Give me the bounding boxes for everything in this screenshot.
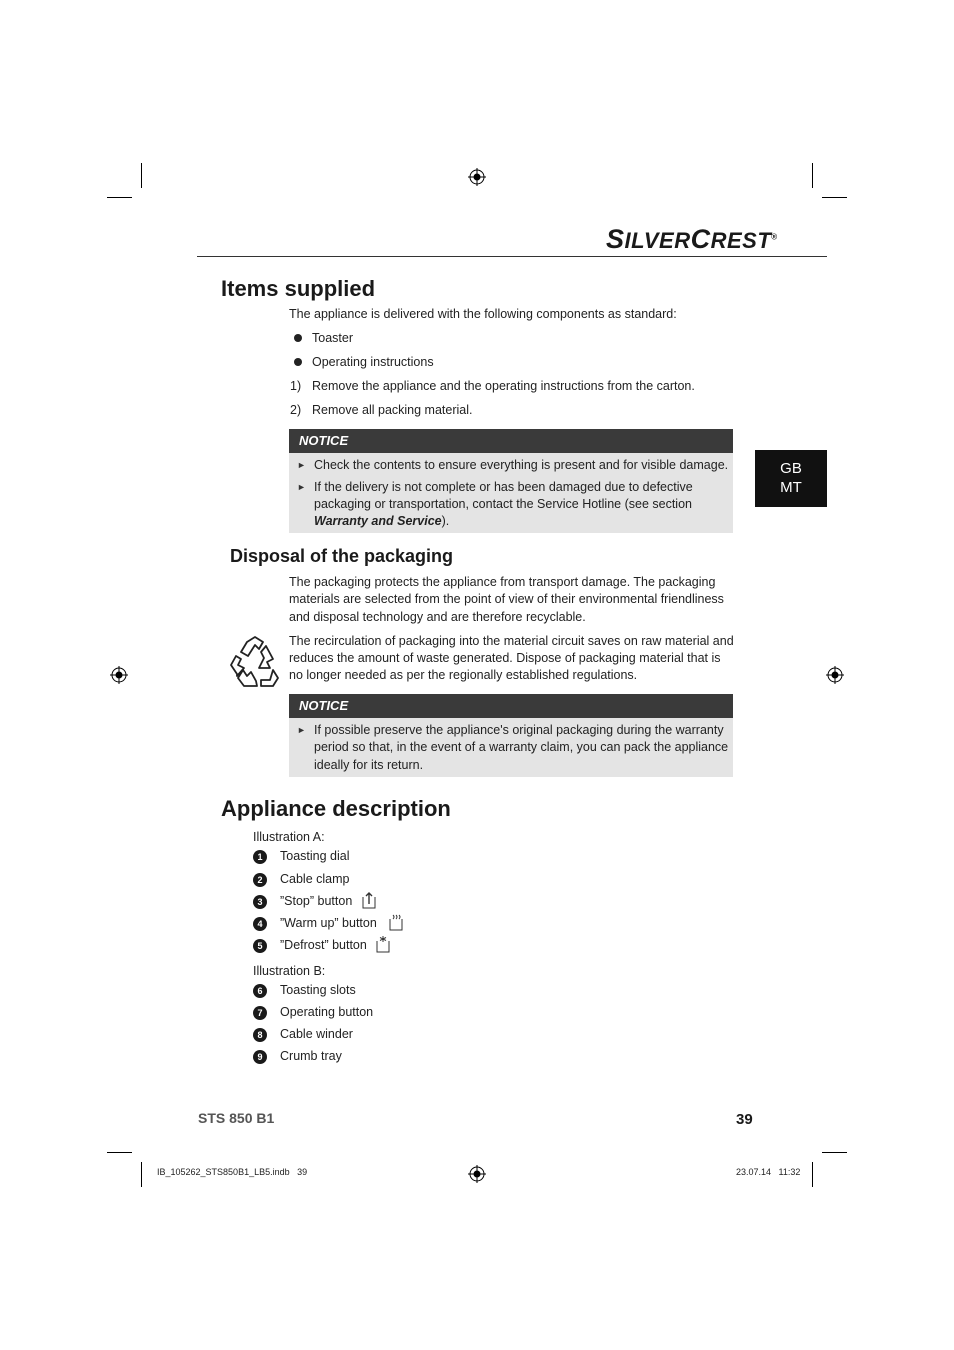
disposal-para1-line: materials are selected from the point of view of their environmental friendliness: [289, 592, 724, 606]
list-item: Toasting slots: [280, 983, 356, 997]
notice-text: packaging or transportation, contact the Service Hotline (see section: [314, 497, 692, 511]
disposal-para1-line: and disposal technology and are therefore recyclable.: [289, 610, 586, 624]
item-number-badge: 9: [253, 1050, 267, 1064]
list-item: Operating instructions: [312, 355, 434, 369]
section-title-items-supplied: Items supplied: [221, 276, 376, 301]
notice-text: Warranty and Service).: [314, 514, 450, 528]
crop-mark: [141, 1162, 142, 1187]
notice-header: NOTICE: [289, 429, 733, 453]
list-item: Cable winder: [280, 1027, 353, 1041]
warm-up-button-icon: [388, 913, 404, 931]
bullet-dot: [294, 334, 302, 342]
crop-mark: [822, 197, 847, 198]
notice-text: ideally for its return.: [314, 758, 424, 772]
item-number-badge: 4: [253, 917, 267, 931]
notice-header: NOTICE: [289, 694, 733, 718]
list-item: Operating button: [280, 1005, 374, 1019]
arrow-icon: ►: [297, 482, 306, 492]
crop-mark: [141, 163, 142, 188]
registration-mark-icon: [826, 666, 844, 684]
notice-text: If the delivery is not complete or has been damaged due to defective: [314, 480, 693, 494]
disposal-para2-line: The recirculation of packaging into the material circuit saves on raw material and: [289, 634, 734, 648]
footer-model: STS 850 B1: [198, 1110, 275, 1126]
step-number: 1): [290, 379, 302, 393]
list-item: Cable clamp: [280, 872, 350, 886]
registration-mark-icon: [110, 666, 128, 684]
crop-mark: [107, 197, 132, 198]
list-item: Toasting dial: [280, 849, 350, 863]
list-item: Toaster: [312, 331, 353, 345]
disposal-para1-line: The packaging protects the appliance from transport damage. The packaging: [289, 575, 716, 589]
registration-mark-icon: [468, 168, 486, 186]
crop-mark: [822, 1152, 847, 1153]
language-tab: [755, 450, 827, 507]
list-item: ”Stop” button: [280, 894, 353, 908]
stop-button-icon: [361, 891, 377, 909]
item-number-badge: 7: [253, 1006, 267, 1020]
crop-mark: [812, 1162, 813, 1187]
item-number-badge: 1: [253, 850, 267, 864]
step-text: Remove all packing material.: [312, 403, 473, 417]
recycle-icon: [226, 634, 284, 690]
language-code: MT: [780, 479, 802, 496]
list-item: ”Warm up” button: [280, 916, 377, 930]
item-number-badge: 3: [253, 895, 267, 909]
illustration-label: Illustration A:: [253, 830, 325, 844]
item-number-badge: 2: [253, 873, 267, 887]
arrow-icon: ►: [297, 460, 306, 470]
notice-emphasis: Warranty and Service: [314, 514, 442, 528]
notice-text: Check the contents to ensure everything is present and for visible damage.: [314, 458, 729, 472]
registration-mark-icon: [468, 1165, 486, 1183]
notice-text: If possible preserve the appliance's original packaging during the warranty: [314, 723, 724, 737]
disposal-para2-line: reduces the amount of waste generated. Dispose of packaging material that is: [289, 651, 721, 665]
print-slug-file: IB_105262_STS850B1_LB5.indb 39: [157, 1167, 308, 1177]
step-number: 2): [290, 403, 302, 417]
items-intro: The appliance is delivered with the following components as standard:: [289, 307, 677, 321]
step-text: Remove the appliance and the operating instructions from the carton.: [312, 379, 695, 393]
brand-logo: SILVERCREST®: [606, 224, 778, 254]
list-item: Crumb tray: [280, 1049, 342, 1063]
illustration-label: Illustration B:: [253, 964, 326, 978]
list-item: ”Defrost” button: [280, 938, 367, 952]
disposal-para2-line: no longer needed as per the regionally established regulations.: [289, 668, 638, 682]
crop-mark: [107, 1152, 132, 1153]
item-number-badge: 8: [253, 1028, 267, 1042]
bullet-dot: [294, 358, 302, 366]
language-code: GB: [780, 460, 802, 477]
page-number: 39: [736, 1111, 753, 1128]
section-title-disposal: Disposal of the packaging: [230, 546, 454, 566]
item-number-badge: 6: [253, 984, 267, 998]
arrow-icon: ►: [297, 725, 306, 735]
defrost-button-icon: [375, 935, 391, 953]
notice-text: period so that, in the event of a warranty claim, you can pack the appliance: [314, 740, 729, 754]
crop-mark: [812, 163, 813, 188]
header-rule: [197, 256, 827, 257]
print-slug-datetime: 23.07.14 11:32: [736, 1167, 801, 1177]
section-title-appliance: Appliance description: [221, 796, 451, 821]
item-number-badge: 5: [253, 939, 267, 953]
